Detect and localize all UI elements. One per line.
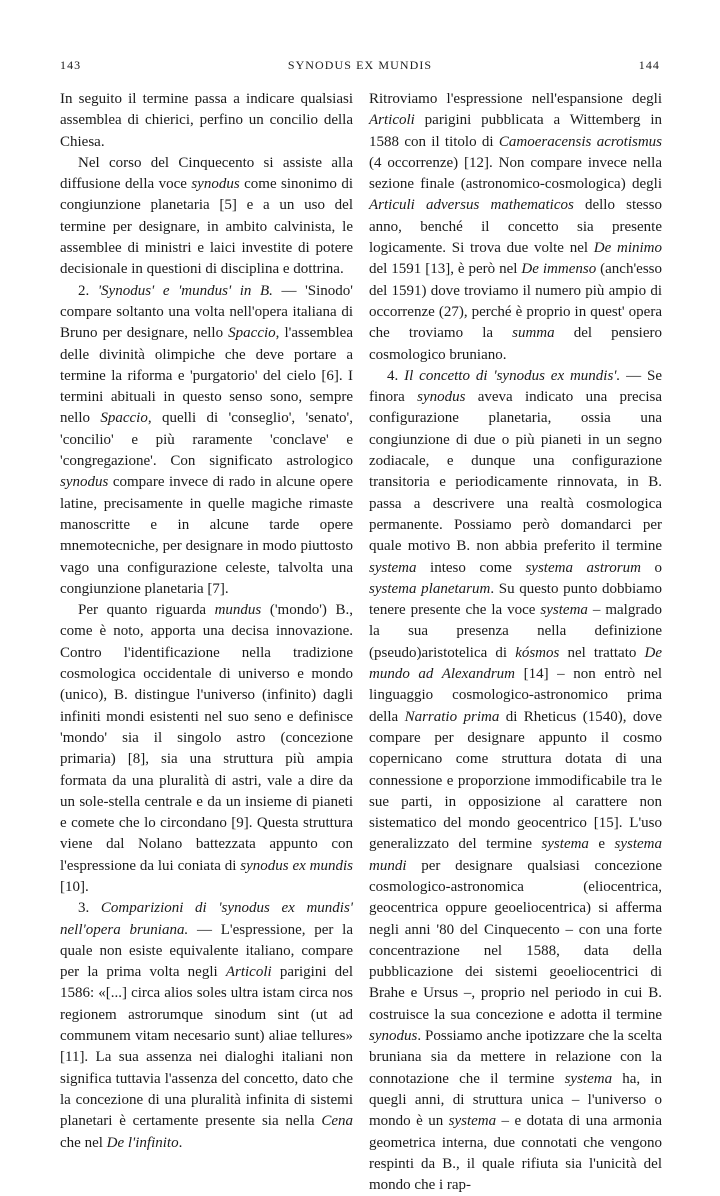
italic-text: Articoli [225, 964, 272, 981]
italic-text: systema [448, 1113, 497, 1130]
text-run: di Rheticus (1540), dove compare per designare appunto il cosmo copernicano come struttura dotata di una connessione e proporzione immodificabile tra le sue parti, in opposizione al carattere non sistematico del mondo geocentrico [15]. L'uso generalizzato del termine [369, 708, 663, 853]
text-run: e [588, 836, 615, 853]
text-run: nel trattato [559, 644, 645, 661]
text-run: 3. [78, 900, 101, 917]
text-run: . [178, 1134, 183, 1151]
italic-text: 'Synodus' e 'mundus' in B. [97, 282, 273, 299]
left-column [60, 89, 353, 1154]
text-run: — Se finora [369, 367, 663, 406]
paragraph [60, 600, 353, 898]
italic-text: De l'infinito [106, 1134, 179, 1151]
italic-text: systema [369, 559, 417, 576]
text-run: Ritroviamo l'espressione nell'espansione degli [369, 91, 662, 107]
italic-text: De minimo [593, 240, 662, 257]
paragraph [60, 281, 353, 600]
italic-text: systema planetarum [369, 580, 491, 597]
running-header [60, 58, 660, 78]
italic-text: synodus [369, 1028, 418, 1045]
paragraph [369, 89, 662, 366]
text-run: del pensiero cosmologico bruniano. [369, 325, 662, 363]
italic-text: systema [540, 602, 588, 619]
italic-text: Spaccio [228, 325, 276, 342]
text-run: – malgrado la sua presenza nella definizione (pseudo)aristotelica di [369, 602, 662, 661]
italic-text: synodus [191, 176, 240, 193]
text-run: . Possiamo anche ipotizzare che la scelta bruniana sia da mettere in relazione con la connotazione che il termine [369, 1028, 662, 1087]
page-number-right: 144 [638, 58, 660, 72]
text-run: compare invece di rado in alcune opere latine, precisamente in quelle magiche rimaste manoscritte e in alcune tarde opere mnemotecniche, per designare in modo piuttosto vago una configurazione celeste, talvolta una congiunzione planetaria [7]. [60, 474, 353, 597]
text-run: , l'assemblea delle divinità olimpiche che deve portare a termine la riforma e 'purgatorio' del cielo [6]. I termini abituali in questo senso sono, sempre nello [60, 325, 353, 427]
text-run: [10]. [60, 878, 89, 895]
text-run: (anch'esso del 1591) dove troviamo il numero più ampio di occorrenze (27), perché è proprio in quest' opera che troviamo la [369, 261, 662, 342]
paragraph [60, 153, 353, 281]
right-column [369, 89, 662, 1196]
italic-text: Narratio prima [404, 708, 500, 725]
italic-text: mundus [214, 602, 262, 619]
page-number-left: 143 [60, 58, 82, 72]
italic-text: De immenso [521, 261, 597, 278]
text-run: Nel corso del Cinquecento si assiste alla diffusione della voce [60, 154, 353, 193]
italic-text: Articuli adversus mathematicos [369, 197, 574, 214]
text-run: — 'Sinodo' compare soltanto una volta nell'opera italiana di Bruno per designare, nello [60, 282, 354, 342]
text-run: Per quanto riguarda [78, 602, 215, 619]
text-run: dello stesso anno, benché il concetto sia presente logicamente. Si trova due volte nel [369, 197, 662, 257]
text-run: aveva indicato una precisa configurazione planetaria, ossia una congiunzione di due o più pianeti in un segno zodiacale, e dunque una configurazione transitoria e periodicamente rinnovata, in B. passa a descrivere una realtà cosmologica permanente. Possiamo però domandarci per quale motivo B. non abbia preferito il termine [369, 389, 662, 555]
italic-text: synodus [417, 389, 466, 406]
text-run: che nel [60, 1134, 107, 1151]
italic-text: systema mundi [369, 836, 662, 874]
text-run: , quelli di 'conseglio', 'senato', 'concilio' e più raramente 'conclave' e 'congregazione'. Con significato astrologico [60, 410, 353, 470]
text-run: 2. [78, 282, 98, 299]
text-run: parigini pubblicata a Wittemberg in 1588 con il titolo di [369, 112, 662, 150]
text-run: parigini del 1586: «[...] circa alios soles ultra istam circa nos regionem astrorumque sinodum sint (ut ad communem vitam necesario sunt) aliae tellures» [11]. La sua assenza nei dialoghi italiani non significa tuttavia l'assenza del concetto, dato che la concezione di una pluralità infinita di sistemi planetari è certamente presente sia nella [60, 964, 354, 1130]
text-run: [14] – non entrò nel linguaggio cosmologico-astronomico prima della [369, 666, 662, 725]
text-run: del 1591 [13], è però nel [369, 261, 522, 278]
italic-text: Spaccio [100, 410, 148, 427]
paragraph [60, 898, 353, 1154]
text-run: – e dotata di una armonia geometrica interna, due connotati che vengono respinti da B., il quale rifiuta sia l'unicità del mondo che i rap- [369, 1113, 662, 1194]
text-run: per designare qualsiasi concezione cosmologico-astronomica (eliocentrica, geocentrica oppure geoeliocentrica) si afferma negli anni '80 del Cinquecento – con una forte concentrazione nel 1588, data della pubblicazione dei sistemi geoeliocentrici di Brahe e Ursus –, proprio nel periodo in cui B. costruisce la sua concezione e adotta il termine [369, 857, 662, 1023]
italic-text: Il concetto di 'synodus ex mundis'. [404, 367, 621, 384]
italic-text: systema [541, 836, 589, 853]
paragraph [60, 89, 353, 153]
text-run: inteso come [416, 559, 526, 576]
text-run: — L'espressione, per la quale non esiste equivalente italiano, compare per la prima volta negli [60, 921, 353, 981]
text-run: ha, in quegli anni, di struttura unica – l'universo o mondo è un [369, 1070, 662, 1130]
italic-text: Cena [321, 1113, 353, 1130]
italic-text: synodus ex mundis [240, 857, 353, 874]
text-run: o [640, 559, 662, 576]
italic-text: systema astrorum [525, 559, 641, 576]
italic-text: systema [564, 1070, 613, 1087]
italic-text: Comparizioni di 'synodus ex mundis' nell'opera bruniana. [60, 900, 353, 938]
paragraph [369, 366, 662, 1196]
text-run: . Su questo punto dobbiamo tenere presente che la voce [369, 580, 662, 619]
italic-text: synodus [60, 474, 109, 491]
text-run: (4 occorrenze) [12]. Non compare invece nella sezione finale (astronomico-cosmologica) degli [369, 154, 662, 193]
italic-text: kósmos [515, 644, 560, 661]
italic-text: De mundo ad Alexandrum [369, 644, 662, 683]
text-run: In seguito il termine passa a indicare qualsiasi assemblea di chierici, perfino un concilio della Chiesa. [60, 91, 353, 150]
italic-text: Camoeracensis acrotismus [498, 133, 662, 150]
text-run: 4. [387, 367, 405, 384]
italic-text: summa [512, 325, 555, 342]
text-run: come sinonimo di congiunzione planetaria [5] e a un uso del termine per designare, in ambito calvinista, le assemblee di ministri e laici investite di potere decisionale in questioni di disciplina e dottrina. [60, 176, 353, 278]
running-title: SYNODUS EX MUNDIS [287, 58, 433, 72]
italic-text: Articoli [369, 112, 415, 129]
text-run: ('mondo') B., come è noto, apporta una decisa innovazione. Contro l'identificazione nella tradizione cosmologica occidentale di universo e mondo (unico), B. distingue l'universo (infinito) dagli infiniti mondi esistenti nel suo seno e definisce 'mondo' sia il singolo astro (concezione primaria) [8], sia una struttura più ampia formata da una pluralità di astri, vale a dire da un sole-stella centrale e da un insieme di pianeti e comete che lo circondano [9]. Questa struttura viene dal Nolano battezzata appunto con l'espressione da lui coniata di [60, 602, 353, 874]
